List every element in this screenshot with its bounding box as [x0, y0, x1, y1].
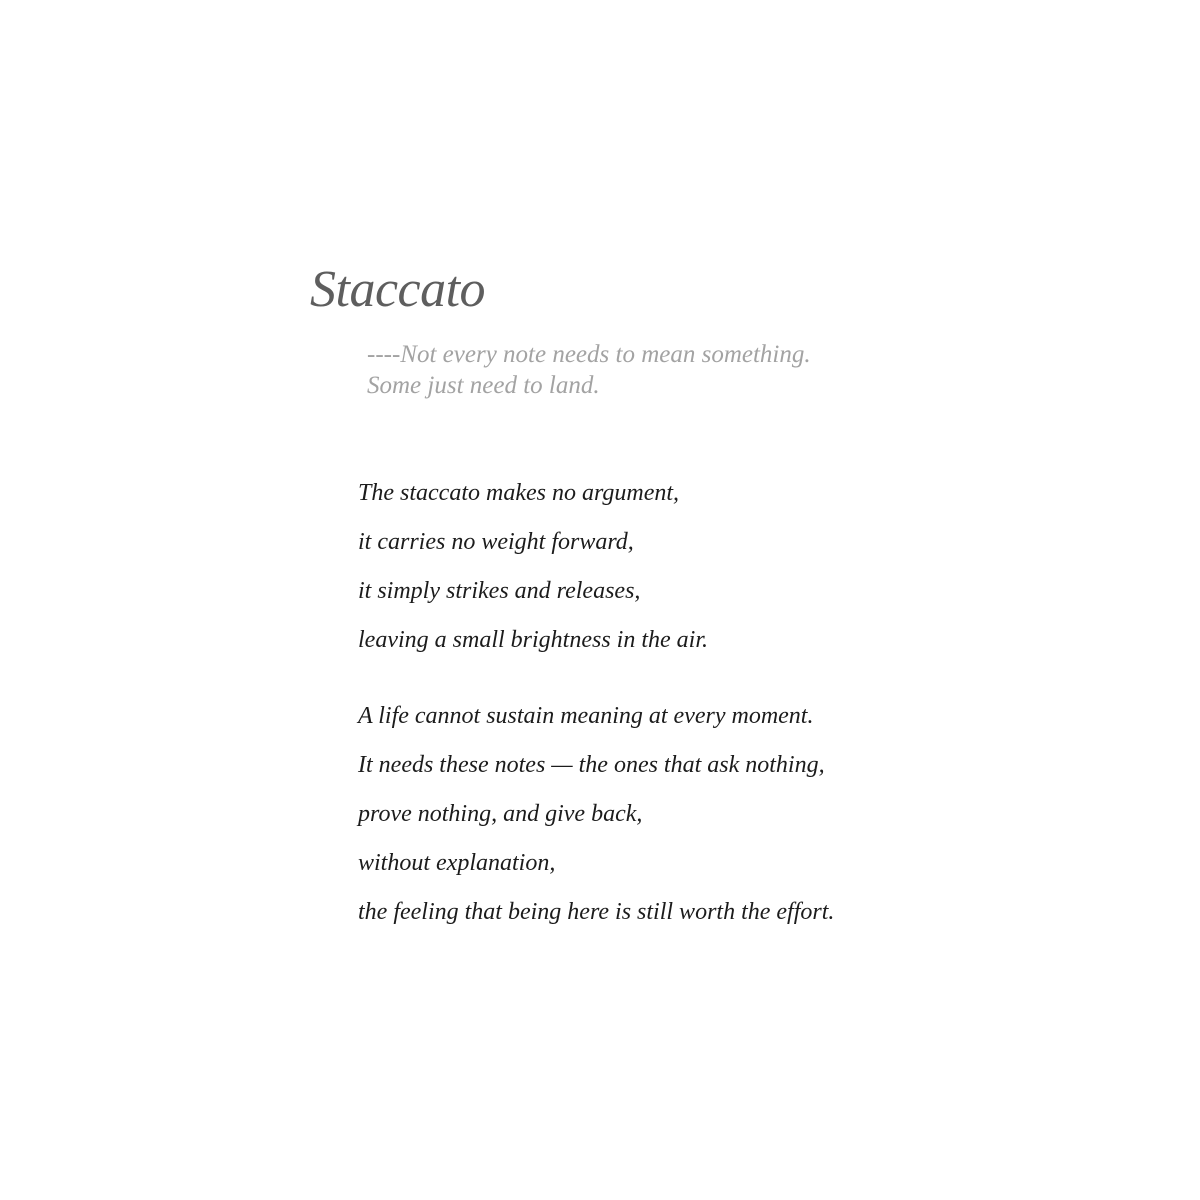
verse-line: It needs these notes — the ones that ask nothing, [358, 752, 825, 778]
poem-title: Staccato [310, 261, 486, 318]
verse-line: without explanation, [358, 850, 556, 876]
stanza-2 [358, 692, 834, 937]
stanza-1 [358, 469, 708, 665]
verse-line: it carries no weight forward, [358, 529, 634, 555]
epigraph-line: Some just need to land. [367, 372, 600, 399]
poem-epigraph [367, 339, 811, 401]
epigraph-line: ----Not every note needs to mean something. [367, 341, 811, 368]
verse-line: the feeling that being here is still worth the effort. [358, 899, 835, 925]
verse-line: A life cannot sustain meaning at every moment. [358, 703, 814, 729]
verse-line: leaving a small brightness in the air. [358, 627, 708, 653]
verse-line: prove nothing, and give back, [358, 801, 643, 827]
verse-line: it simply strikes and releases, [358, 578, 641, 604]
verse-line: The staccato makes no argument, [358, 480, 680, 506]
